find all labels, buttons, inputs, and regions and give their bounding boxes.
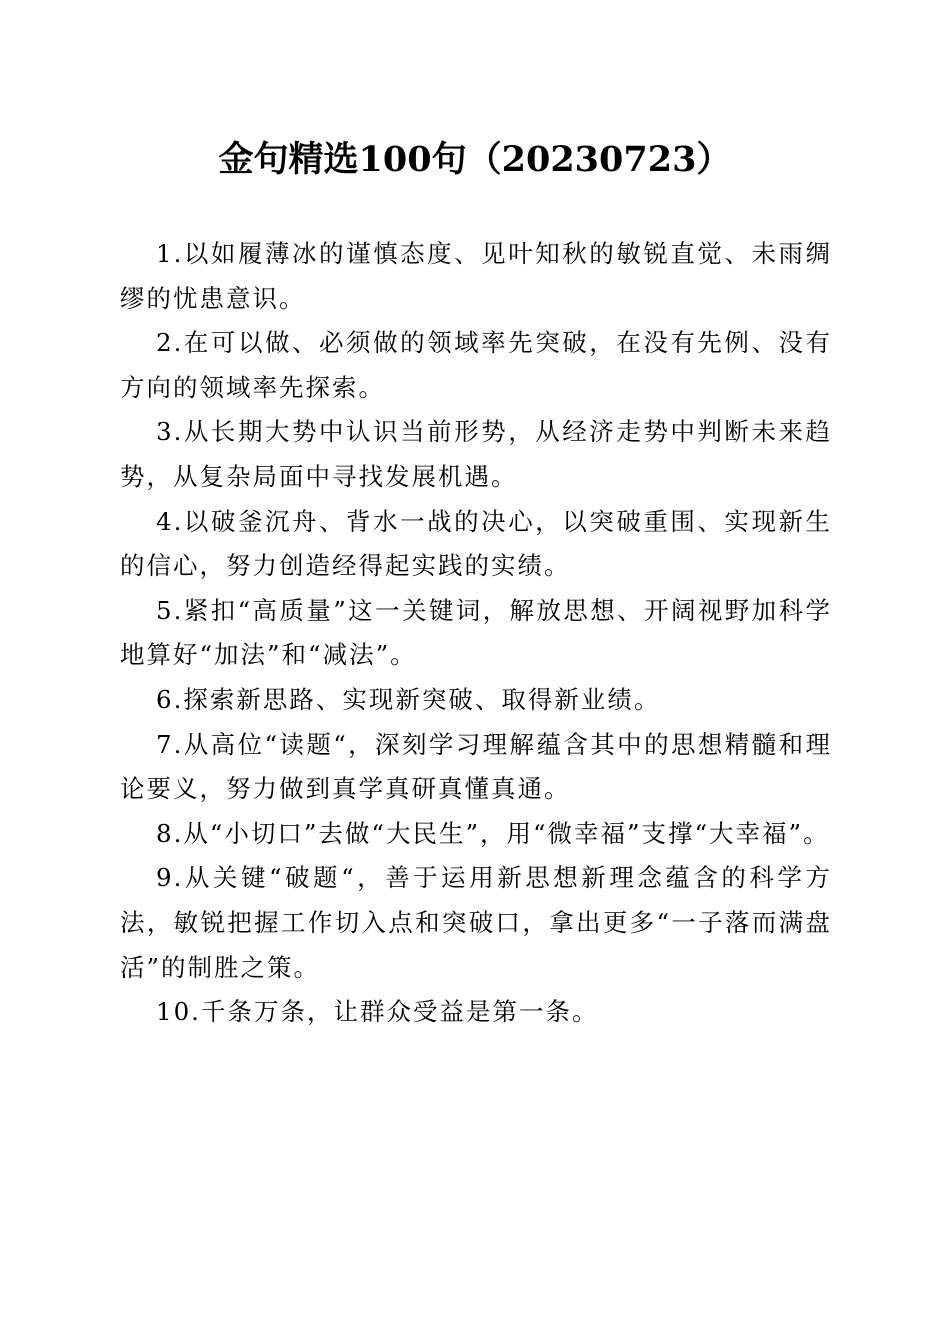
document-body <box>120 232 832 1035</box>
quote-paragraph-8: 8.从“小切口”去做“大民生”，用“微幸福”支撑“大幸福”。 <box>156 818 830 848</box>
quote-paragraph-3: 3.从长期大势中认识当前形势，从经济走势中判断未来趋势，从复杂局面中寻找发展机遇。 <box>120 417 832 491</box>
quote-paragraph-1: 1.以如履薄冰的谨慎态度、见叶知秋的敏锐直觉、未雨绸缪的忧患意识。 <box>120 239 832 313</box>
quote-paragraph-2: 2.在可以做、必须做的领域率先突破，在没有先例、没有方向的领域率先探索。 <box>120 328 832 402</box>
quote-paragraph-9: 9.从关键“破题“，善于运用新思想新理念蕴含的科学方法，敏锐把握工作切入点和突破口，拿出更多“一子落而满盘活”的制胜之策。 <box>120 863 832 982</box>
quote-paragraph-10: 10.千条万条，让群众受益是第一条。 <box>156 997 599 1027</box>
quote-paragraph-5: 5.紧扣“高质量”这一关键词，解放思想、开阔视野加科学地算好“加法”和“减法”。 <box>120 595 832 670</box>
quote-paragraph-4: 4.以破釜沉舟、背水一战的决心，以突破重围、实现新生的信心，努力创造经得起实践的实绩。 <box>120 506 832 581</box>
quote-paragraph-6: 6.探索新思路、实现新突破、取得新业绩。 <box>156 684 661 714</box>
document-title: 金句精选100句（20230723） <box>218 139 732 180</box>
quote-paragraph-7: 7.从高位“读题“，深刻学习理解蕴含其中的思想精髓和理论要义，努力做到真学真研真懂真通。 <box>120 729 832 804</box>
